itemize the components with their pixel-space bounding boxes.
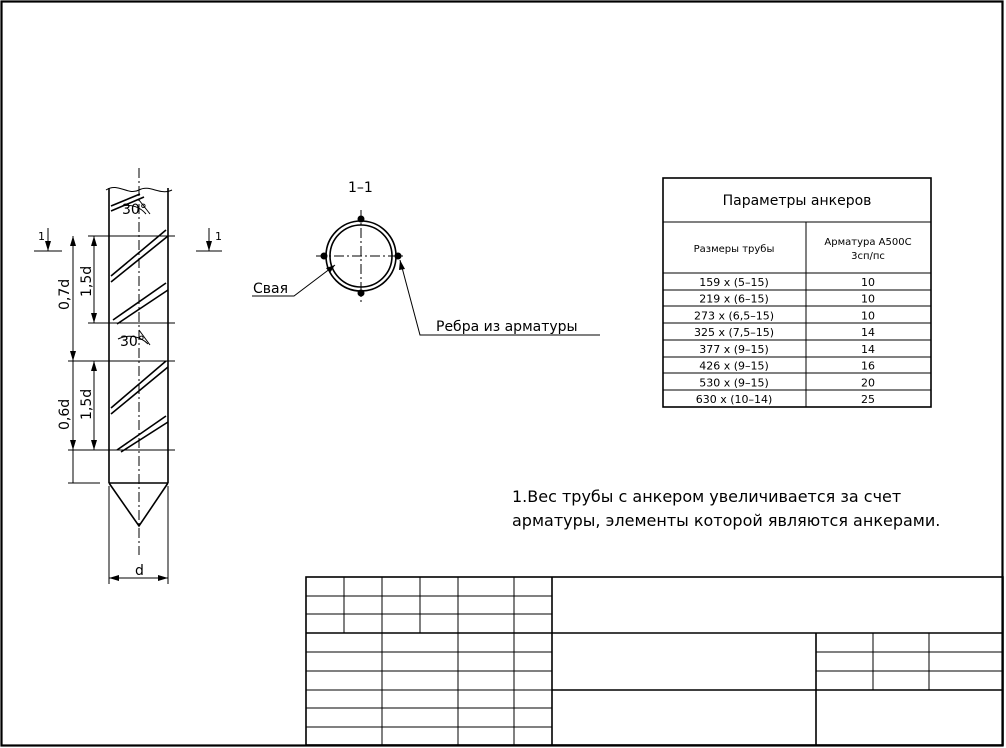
table-row <box>699 343 875 356</box>
general-note <box>512 487 940 530</box>
rib-dot-bottom <box>358 290 365 297</box>
section-view <box>252 180 600 335</box>
rebar-cell: 14 <box>861 342 875 356</box>
table-row <box>696 393 875 406</box>
table-header-rebar-1: Арматура А500С <box>824 237 912 248</box>
anchor-parameters-table <box>663 178 931 407</box>
pipe-size-cell: 325 x (7,5–15) <box>693 326 775 339</box>
table-header-pipe-size: Размеры трубы <box>693 244 775 255</box>
rib-dot-left <box>321 253 328 260</box>
pipe-size-cell: 273 x (6,5–15) <box>693 309 775 323</box>
rebar-cell: 10 <box>861 292 875 306</box>
rib-dot-right <box>395 253 402 260</box>
pipe-size-cell: 530 x (9–15) <box>699 376 769 390</box>
pile-elevation <box>34 168 222 584</box>
rebar-cell: 16 <box>861 359 875 373</box>
svg-text:1: 1 <box>215 230 222 243</box>
table-row <box>699 293 875 306</box>
rib-dot-top <box>358 216 365 223</box>
angle-label-lower: 30° <box>120 334 145 350</box>
title-block <box>306 577 1003 745</box>
pipe-size-cell: 630 x (10–14) <box>695 393 773 406</box>
pipe-size-cell: 159 x (5–15) <box>699 275 769 289</box>
rebar-cell: 10 <box>861 275 875 289</box>
ribs-callout-label: Ребра из арматуры <box>436 319 578 335</box>
table-row <box>699 360 875 373</box>
section-mark-right <box>196 228 222 251</box>
table-header-rebar-2: 3сп/пс <box>851 251 885 262</box>
note-line-1: 1.Вес трубы с анкером увеличивается за счет <box>512 487 902 506</box>
rebar-cell: 25 <box>861 393 875 406</box>
dim-upper-inner: 1,5d <box>79 265 95 297</box>
table-row <box>694 309 875 322</box>
pipe-size-cell: 426 x (9–15) <box>699 359 769 373</box>
section-label: 1–1 <box>348 180 373 196</box>
dim-diameter: d <box>135 563 144 579</box>
dim-lower-inner: 1,5d <box>79 388 95 420</box>
dim-lower-outer: 0,6d <box>57 398 73 430</box>
rebar-cell: 14 <box>861 326 875 339</box>
note-line-2: арматуры, элементы которой являются анкерами. <box>512 511 941 530</box>
pile-callout-label: Свая <box>253 281 289 297</box>
dim-upper-outer: 0,7d <box>57 278 73 310</box>
table-row <box>699 276 875 289</box>
table-row <box>694 326 875 339</box>
pipe-size-cell: 377 x (9–15) <box>699 342 769 356</box>
angle-label-upper: 30° <box>122 202 147 218</box>
table-body <box>694 276 875 406</box>
pipe-size-cell: 219 x (6–15) <box>699 292 769 306</box>
table-row <box>699 376 875 389</box>
section-mark-left <box>34 228 62 251</box>
table-title: Параметры анкеров <box>722 193 872 209</box>
rebar-cell: 20 <box>861 376 875 390</box>
svg-text:1: 1 <box>38 230 45 243</box>
rebar-cell: 10 <box>861 309 875 323</box>
